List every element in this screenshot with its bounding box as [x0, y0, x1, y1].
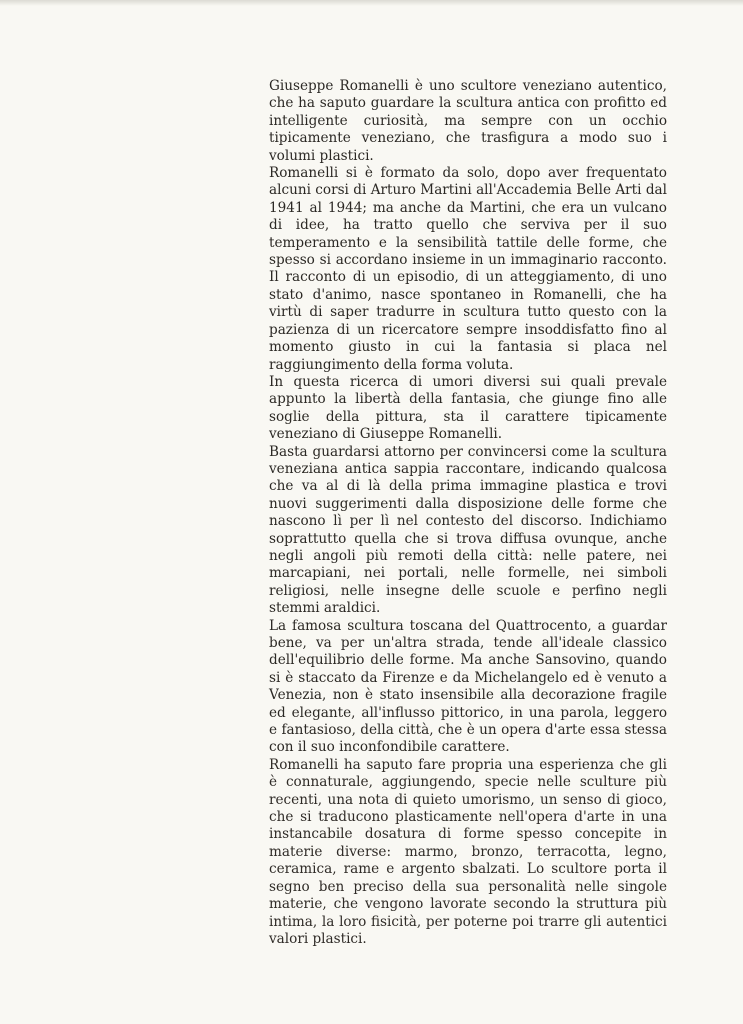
paragraph-2: Romanelli si è formato da solo, dopo aver frequentato alcuni corsi di Arturo Martini all'Accademia Belle Arti dal 1941 al 1944; ma anche da Martini, che era un vulcano di idee, ha tratto quello che serviva per il suo temperamento e la sensibilità tattile delle forme, che spesso si accordano insieme in un immaginario racconto. Il racconto di un episodio, di un atteggiamento, di uno stato d'animo, nasce spontaneo in Romanelli, che ha virtù di saper tradurre in scultura tutto questo con la pazienza di un ricercatore sempre insoddisfatto fino al momento giusto in cui la fantasia si placa nel raggiungimento della forma voluta. — [269, 165, 667, 373]
paragraph-1: Giuseppe Romanelli è uno scultore veneziano autentico, che ha saputo guardare la scultura antica con profitto ed intelligente curiosità, ma sempre con un occhio tipicamente veneziano, che trasfigura a modo suo i volumi plastici. — [269, 78, 667, 164]
paragraph-6: Romanelli ha saputo fare propria una esperienza che gli è connaturale, aggiungendo, specie nelle sculture più recenti, una nota di quieto umorismo, un senso di gioco, che si traducono plasticamente nell'opera d'arte in una instancabile dosatura di forme spesso concepite in materie diverse: marmo, bronzo, terracotta, legno, ceramica, rame e argento sbalzati. Lo scultore porta il segno ben preciso della sua personalità nelle singole materie, che vengono lavorate secondo la struttura più intima, la loro fisicità, per poterne poi trarre gli autentici valori plastici. — [269, 756, 667, 947]
page-top-edge — [0, 0, 743, 6]
paragraph-3: In questa ricerca di umori diversi sui quali prevale appunto la libertà della fantasia, che giunge fino alle soglie della pittura, sta il carattere tipicamente veneziano di Giuseppe Romanelli. — [269, 373, 667, 443]
body-text — [269, 78, 667, 948]
paragraph-5: La famosa scultura toscana del Quattrocento, a guardar bene, va per un'altra strada, tende all'ideale classico dell'equilibrio delle forme. Ma anche Sansovino, quando si è staccato da Firenze e da Michelangelo ed è venuto a Venezia, non è stato insensibile alla decorazione fragile ed elegante, all'influsso pittorico, in una parola, leggero e fantasioso, della città, che è un opera d'arte essa stessa con il suo inconfondibile carattere. — [269, 617, 667, 756]
paragraph-4: Basta guardarsi attorno per convincersi come la scultura veneziana antica sappia raccontare, indicando qualcosa che va al di là della prima immagine plastica e trovi nuovi suggerimenti dalla disposizione delle forme che nascono lì per lì nel contesto del discorso. Indichiamo soprattutto quella che si trova diffusa ovunque, anche negli angoli più remoti della città: nelle patere, nei marcapiani, nei portali, nelle formelle, nei simboli religiosi, nelle insegne delle scuole e perfino negli stemmi araldici. — [269, 443, 667, 617]
